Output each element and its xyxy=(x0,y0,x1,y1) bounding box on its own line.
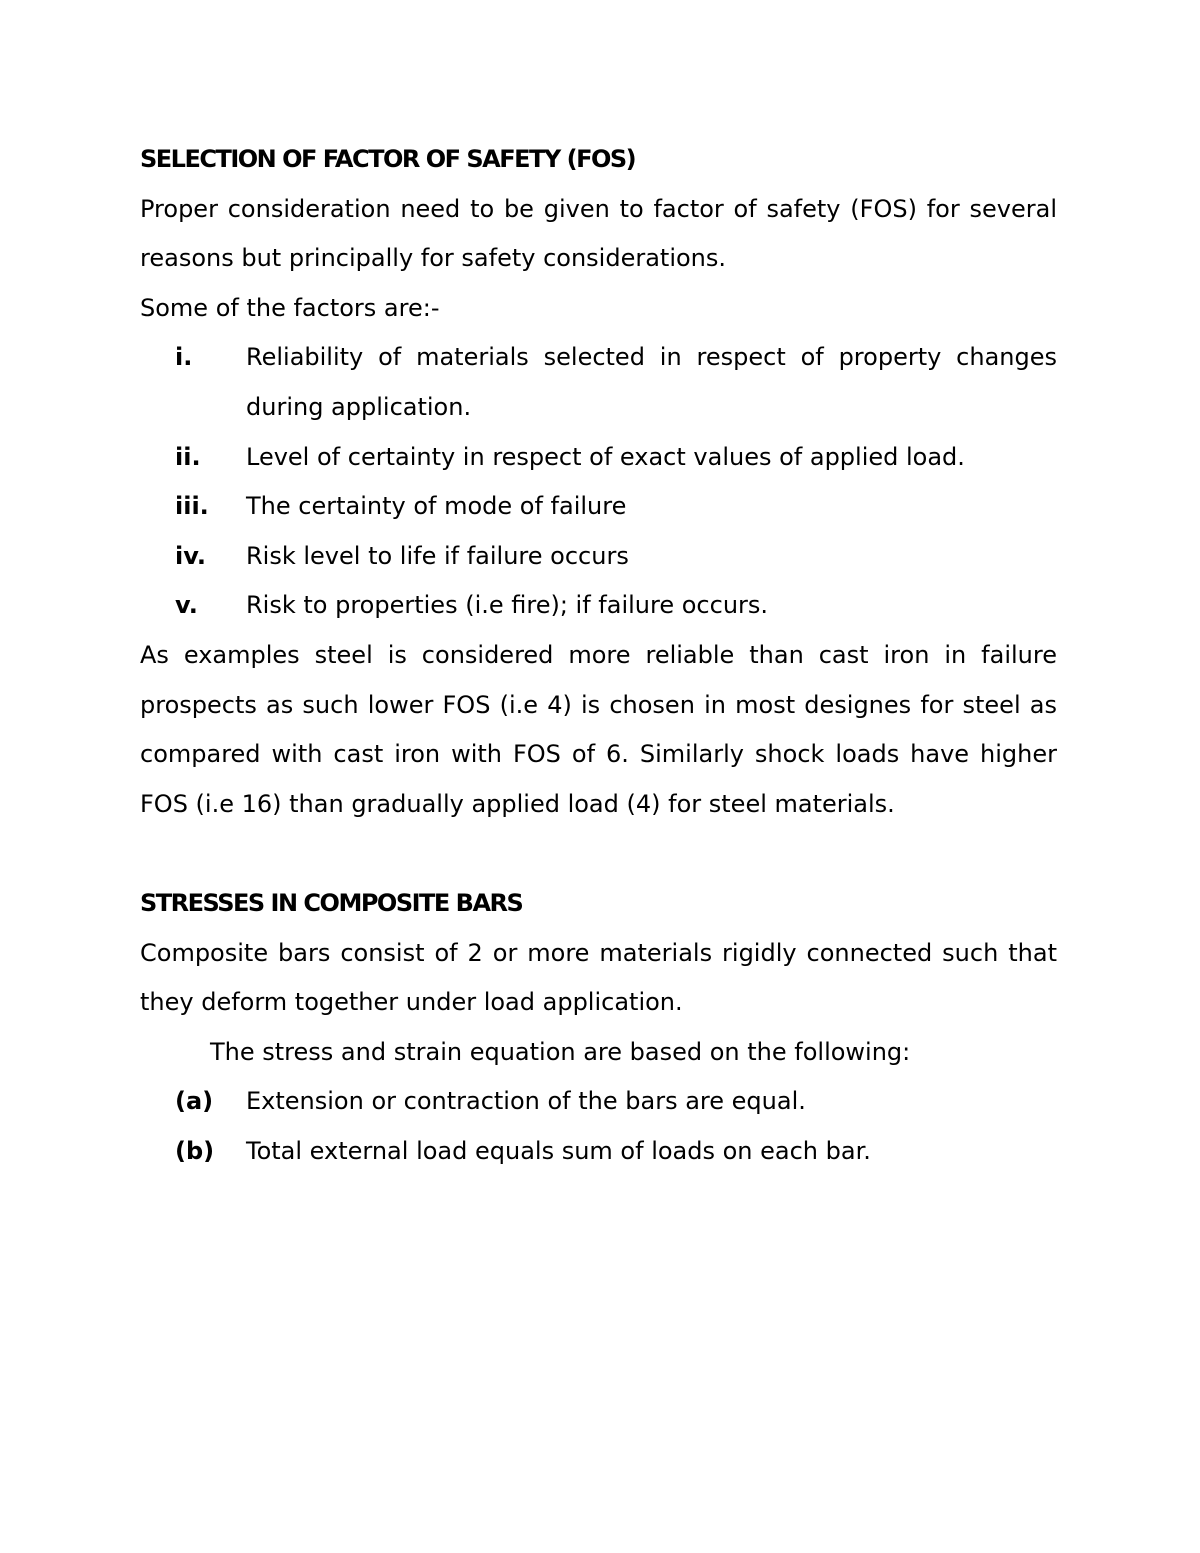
composite-equation-lead: The stress and strain equation are based on the following: xyxy=(210,1037,911,1066)
composite-conditions-list xyxy=(140,1077,1057,1176)
list-item xyxy=(140,581,1057,631)
section-heading-composite-bars: STRESSES IN COMPOSITE BARS xyxy=(140,888,523,917)
list-marker: i. xyxy=(175,343,193,372)
fos-factors-list xyxy=(140,333,1057,631)
section-heading-fos: SELECTION OF FACTOR OF SAFETY (FOS) xyxy=(140,145,636,173)
list-marker: v. xyxy=(175,591,198,620)
section-spacer xyxy=(140,829,1057,879)
list-item-text: Extension or contraction of the bars are equal. xyxy=(246,1087,806,1116)
list-marker: ii. xyxy=(175,442,201,471)
document-page xyxy=(140,135,1057,1176)
list-item-text: Total external load equals sum of loads on each bar. xyxy=(246,1136,871,1165)
list-marker: iv. xyxy=(175,541,207,570)
list-item-text: Reliability of materials selected in respect of property changes during application. xyxy=(246,343,1057,421)
list-item xyxy=(140,433,1057,483)
list-item-text: Level of certainty in respect of exact values of applied load. xyxy=(246,442,965,471)
list-item-text: Risk to properties (i.e fire); if failure occurs. xyxy=(246,591,769,620)
list-item xyxy=(140,532,1057,582)
list-marker: iii. xyxy=(175,492,209,521)
list-marker: (a) xyxy=(175,1087,214,1116)
list-item-text: Risk level to life if failure occurs xyxy=(246,541,629,570)
list-marker: (b) xyxy=(175,1136,215,1165)
list-item xyxy=(140,1127,1057,1177)
fos-intro-paragraph: Proper consideration need to be given to factor of safety (FOS) for several reasons but principally for safety considerations. xyxy=(140,194,1057,273)
list-item xyxy=(140,482,1057,532)
list-item xyxy=(140,1077,1057,1127)
composite-intro-paragraph: Composite bars consist of 2 or more materials rigidly connected such that they deform together under load application. xyxy=(140,938,1057,1017)
list-item-text: The certainty of mode of failure xyxy=(246,492,627,521)
fos-example-paragraph: As examples steel is considered more reliable than cast iron in failure prospects as such lower FOS (i.e 4) is chosen in most designes for steel as compared with cast iron with FOS of 6. Similarly shock loads have higher FOS (i.e 16) than gradually applied load (4) for steel materials. xyxy=(140,640,1057,818)
list-item xyxy=(140,333,1057,432)
fos-factors-lead: Some of the factors are:- xyxy=(140,293,440,322)
